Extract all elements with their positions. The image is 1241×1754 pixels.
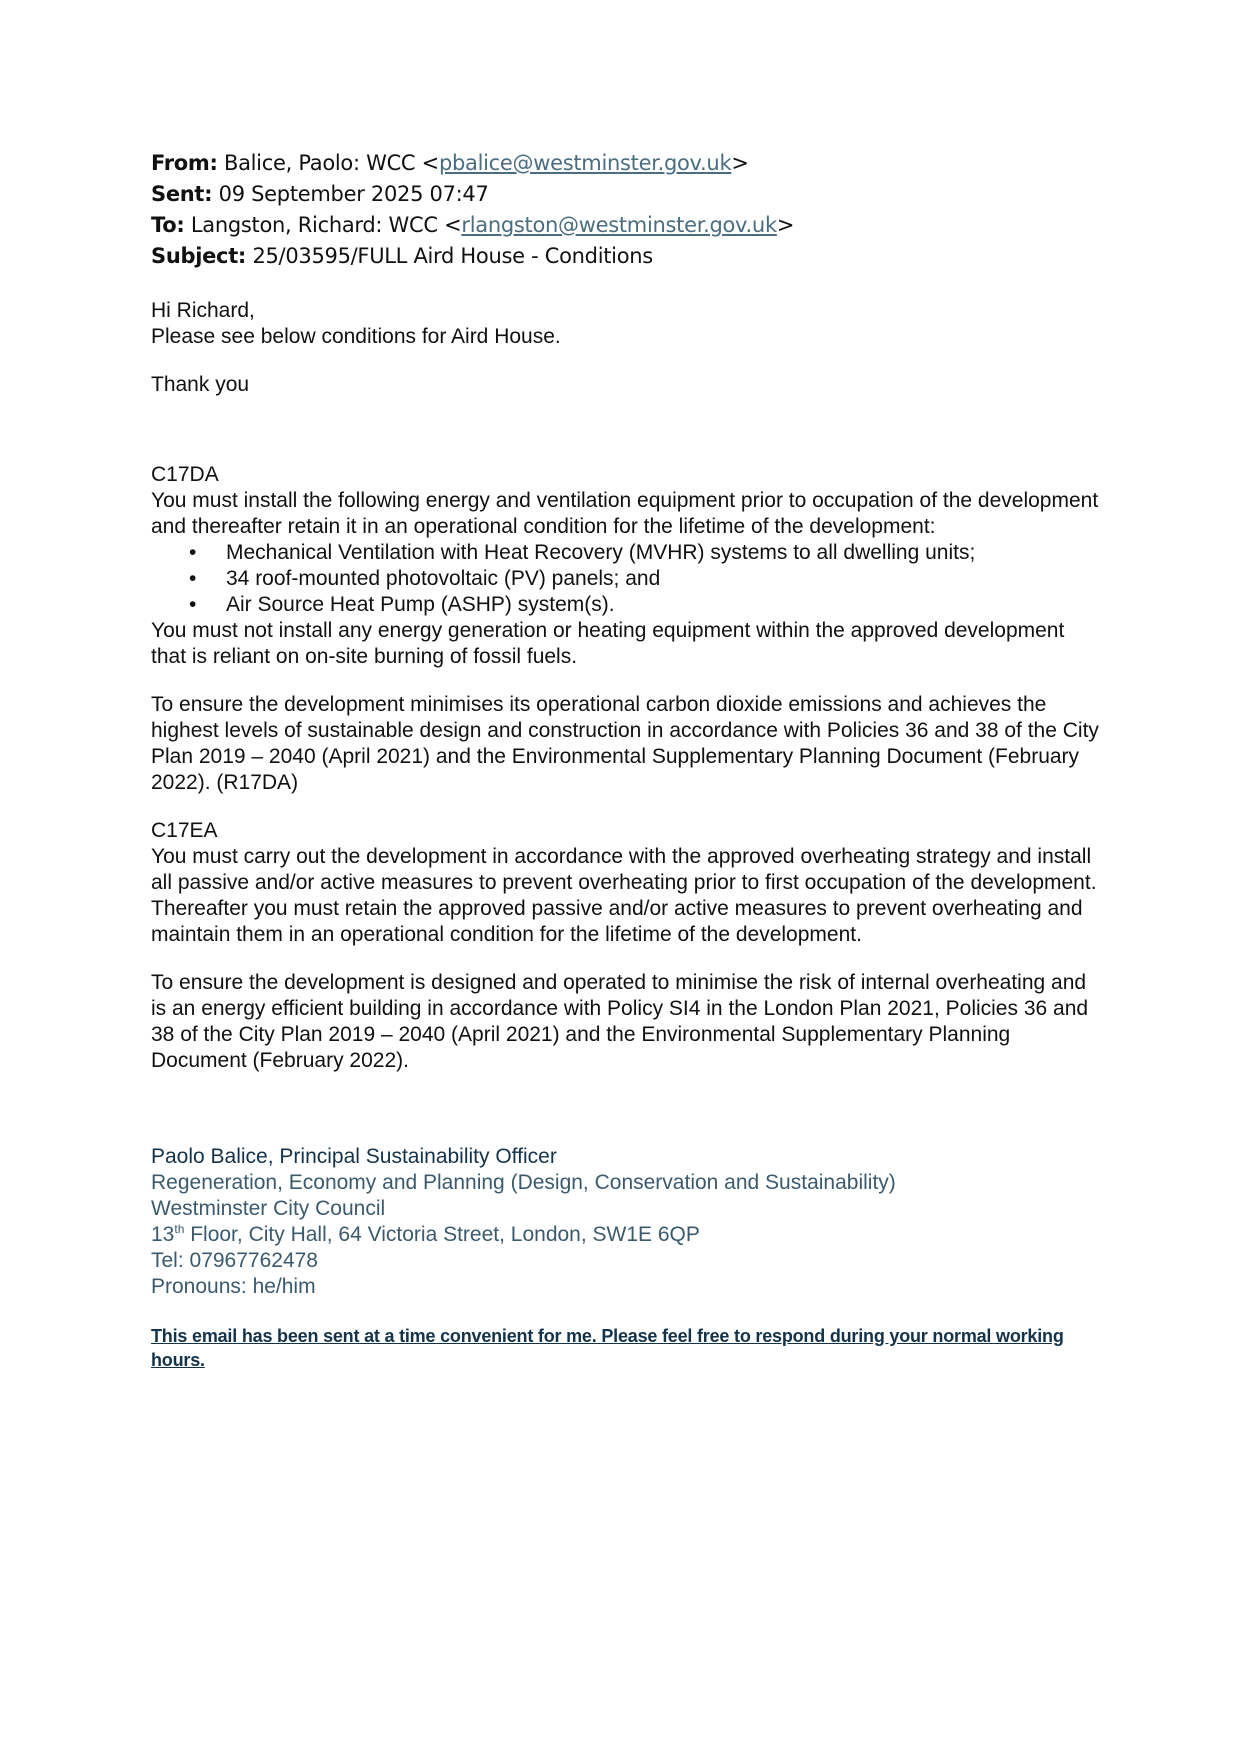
condition-c17ea: [151, 818, 1101, 1074]
sent-line: [151, 179, 1101, 210]
equipment-list: [151, 540, 1101, 618]
to-line: [151, 210, 1101, 241]
signature-council: Westminster City Council: [151, 1197, 386, 1220]
from-email-link[interactable]: pbalice@westminster.gov.uk: [438, 151, 732, 175]
condition-text: You must install the following energy and ventilation equipment prior to occupation of the development and thereafter retain it in an operational condition for the lifetime of the development:: [151, 489, 1099, 538]
address-text: Floor, City Hall, 64 Victoria Street, London, SW1E 6QP: [184, 1223, 700, 1246]
condition-after-text: You must not install any energy generation or heating equipment within the approved development that is reliant on on-site burning of fossil fuels.: [151, 619, 1065, 668]
from-name: Balice, Paolo: WCC <: [223, 151, 439, 175]
thanks-text: Thank you: [151, 373, 250, 396]
subject-line: [151, 241, 1101, 272]
to-email-link[interactable]: rlangston@westminster.gov.uk: [461, 213, 777, 237]
condition-reason: To ensure the development minimises its operational carbon dioxide emissions and achieves the highest levels of sustainable design and construction in accordance with Policies 36 and 38 of the City Plan 2019 – 2040 (April 2021) and the Environmental Supplementary Planning Document (February 2022). (R17DA): [151, 693, 1099, 794]
condition-text: You must carry out the development in accordance with the approved overheating strategy and install all passive and/or active measures to prevent overheating prior to first occupation of the development. Thereafter you must retain the approved passive and/or active measures to prevent overheating and maintain them in an operational condition for the lifetime of the development.: [151, 845, 1097, 946]
condition-code: C17EA: [151, 819, 218, 842]
list-item: • 34 roof-mounted photovoltaic (PV) panels; and: [226, 566, 1101, 592]
subject-value: 25/03595/FULL Aird House - Conditions: [252, 244, 653, 268]
list-item: • Air Source Heat Pump (ASHP) system(s).: [226, 592, 1101, 618]
from-line: [151, 148, 1101, 179]
floor-number: 13: [151, 1223, 175, 1246]
email-signature: [151, 1144, 1101, 1300]
intro-text: Please see below conditions for Aird House.: [151, 325, 561, 348]
email-header: [151, 148, 1101, 272]
from-label: From:: [151, 151, 218, 175]
to-name: Langston, Richard: WCC <: [190, 213, 462, 237]
from-close: >: [731, 151, 749, 175]
condition-reason: To ensure the development is designed and operated to minimise the risk of internal overheating and is an energy efficient building in accordance with Policy SI4 in the London Plan 2021, Policies 36 and 38 of the City Plan 2019 – 2040 (April 2021) and the Environmental Supplementary Planning Document (February 2022).: [151, 971, 1089, 1072]
disclaimer-notice: This email has been sent at a time convenient for me. Please feel free to respond during your normal working hours.: [151, 1326, 1064, 1370]
signature-pronouns: Pronouns: he/him: [151, 1275, 316, 1298]
to-close: >: [776, 213, 795, 237]
sent-label: Sent:: [151, 182, 213, 206]
signature-department: Regeneration, Economy and Planning (Design, Conservation and Sustainability): [151, 1171, 896, 1194]
condition-c17da: [151, 462, 1101, 796]
signature-tel: Tel: 07967762478: [151, 1249, 318, 1272]
floor-suffix: th: [174, 1222, 185, 1236]
to-label: To:: [151, 213, 185, 237]
signature-name: Paolo Balice, Principal Sustainability Officer: [151, 1145, 557, 1168]
subject-label: Subject:: [151, 244, 247, 268]
email-document: [151, 148, 1101, 1372]
list-item: • Mechanical Ventilation with Heat Recovery (MVHR) systems to all dwelling units;: [226, 540, 1101, 566]
signature-address: [151, 1222, 1101, 1248]
condition-code: C17DA: [151, 463, 219, 486]
greeting: Hi Richard,: [151, 299, 255, 322]
sent-value: 09 September 2025 07:47: [218, 182, 489, 206]
